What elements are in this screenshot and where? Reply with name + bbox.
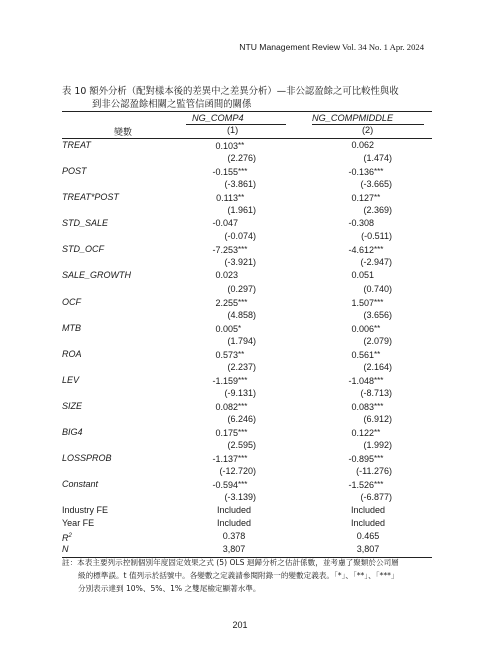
coefficient-value: 0.062	[351, 140, 374, 150]
model-1-t-statistic: (-12.720)	[219, 466, 256, 477]
model-2-coefficient	[348, 139, 392, 152]
t-statistic-row	[62, 283, 432, 296]
variable-label: LOSSPROB	[62, 453, 112, 464]
model-1-coefficient	[212, 426, 256, 440]
coefficient-row	[62, 165, 432, 178]
coefficient-value: 0.005	[215, 323, 238, 334]
coefficient-value: -1.137	[212, 454, 238, 465]
variable-label: BIG4	[62, 427, 83, 438]
t-statistic-row	[62, 256, 432, 269]
t-statistic-row	[62, 178, 432, 191]
significance-stars: ***	[238, 454, 248, 464]
r-squared-row	[62, 530, 432, 543]
coefficient-value: -1.526	[348, 480, 374, 491]
variable-header: 變數	[114, 128, 133, 138]
model-1-t-statistic: (-3.139)	[224, 492, 256, 503]
model-2-t-statistic: (3.656)	[363, 309, 392, 320]
variable-label: STD_OCF	[62, 244, 105, 255]
model-1-coefficient	[212, 348, 256, 362]
coefficient-value: -0.155	[212, 167, 238, 178]
t-statistic-row	[62, 491, 432, 504]
model-2-coefficient	[348, 348, 392, 362]
model-1-t-statistic: (2.276)	[227, 153, 256, 164]
significance-stars: ***	[238, 480, 248, 490]
model-2-observations: 3,807	[356, 544, 380, 555]
variable-label: Constant	[62, 479, 99, 490]
model-1-t-statistic: (2.595)	[227, 440, 256, 451]
model-1-t-statistic: (-0.074)	[224, 231, 256, 242]
variable-label: OCF	[62, 296, 81, 307]
observations-row	[62, 543, 432, 556]
significance-stars: ***	[374, 480, 384, 490]
coefficient-row	[62, 452, 432, 465]
significance-stars: ***	[238, 428, 248, 438]
fixed-effect-label: Year FE	[62, 518, 95, 529]
model-2-coefficient	[348, 374, 392, 388]
t-statistic-row	[62, 413, 432, 426]
variable-label: SALE_GROWTH	[62, 270, 132, 281]
model-1-column-number: (1)	[227, 125, 239, 135]
significance-stars: ***	[374, 375, 384, 385]
significance-stars: ***	[374, 401, 384, 411]
model-1-t-statistic: (1.794)	[227, 335, 256, 346]
model-2-coefficient	[348, 165, 392, 179]
coefficient-value: -0.308	[348, 218, 374, 229]
coefficient-row	[62, 139, 432, 152]
t-statistic-row	[62, 230, 432, 243]
significance-stars: ***	[238, 167, 248, 177]
model-2-coefficient	[348, 426, 392, 440]
variable-label: MTB	[62, 322, 81, 333]
variable-label: POST	[62, 166, 87, 177]
model-2-t-statistic: (0.740)	[363, 283, 392, 294]
model-1-t-statistic: (-9.131)	[224, 387, 256, 398]
coefficient-value: 0.103	[215, 141, 238, 151]
model-2-t-statistic: (1.474)	[363, 153, 392, 164]
model-1-t-statistic: (2.237)	[227, 361, 256, 372]
model-1-coefficient	[212, 217, 256, 230]
significance-stars: ***	[374, 167, 384, 177]
model-2-coefficient	[348, 243, 392, 257]
significance-stars: ***	[238, 297, 248, 307]
model-2-t-statistic: (6.912)	[363, 413, 392, 424]
coefficient-row	[62, 217, 432, 230]
model-1-t-statistic: (-3.861)	[224, 179, 256, 190]
t-statistic-row	[62, 465, 432, 478]
r-squared-symbol: R	[62, 533, 69, 544]
coefficient-value: -0.136	[348, 167, 374, 178]
t-statistic-row	[62, 309, 432, 322]
model-1-coefficient	[212, 452, 256, 466]
model-1-r-squared: 0.378	[222, 531, 246, 542]
coefficient-row	[62, 296, 432, 309]
running-head	[239, 42, 424, 52]
coefficient-value: -0.047	[212, 218, 238, 229]
table-note	[62, 556, 432, 595]
model-1-coefficient	[212, 269, 256, 282]
variable-label: ROA	[62, 348, 82, 359]
significance-stars: **	[238, 349, 245, 359]
significance-stars: **	[374, 349, 381, 359]
model-1-coefficient	[212, 400, 256, 414]
coefficient-value: -1.048	[348, 375, 374, 386]
caption-line-1: 表 10 額外分析（配對樣本後的差異中之差異分析）—非公認盈餘之可比較性與收	[62, 86, 399, 97]
t-statistic-row	[62, 361, 432, 374]
model-2-coefficient	[348, 191, 392, 205]
model-2-column-number: (2)	[362, 125, 374, 135]
model-1-coefficient	[212, 478, 256, 492]
significance-stars: **	[374, 193, 381, 203]
model-1-fixed-effect: Included	[216, 505, 252, 516]
model-2-fixed-effect: Included	[350, 505, 386, 516]
coefficient-value: -0.594	[212, 480, 238, 491]
coefficient-value: -7.253	[212, 245, 238, 256]
significance-stars: ***	[374, 245, 384, 255]
fixed-effect-label: Industry FE	[62, 505, 109, 516]
fixed-effect-row	[62, 517, 432, 530]
model-1-coefficient	[212, 139, 256, 153]
model-2-r-squared: 0.465	[356, 531, 380, 542]
variable-label: SIZE	[62, 400, 83, 411]
model-2-name: NG_COMPMIDDLE	[312, 113, 394, 123]
model-1-t-statistic: (4.858)	[227, 309, 256, 320]
note-line-1: 註：本表主要列示控制個別年度固定效果之式 (5) OLS 迴歸分析之估計係數，並考慮了聚類於公司層	[62, 558, 399, 567]
model-2-t-statistic: (-8.713)	[360, 387, 392, 398]
note-line-3: 分別表示達到 10%、5%、1% 之雙尾檢定顯著水準。	[78, 584, 261, 593]
coefficient-value: -1.159	[212, 375, 238, 386]
coefficient-row	[62, 243, 432, 256]
model-2-t-statistic: (-6.877)	[360, 492, 392, 503]
coefficient-value: 0.083	[351, 401, 374, 412]
t-statistic-row	[62, 152, 432, 165]
model-1-coefficient	[212, 322, 256, 336]
model-1-coefficient	[212, 374, 256, 388]
coefficient-value: 0.023	[215, 270, 238, 281]
model-2-coefficient	[348, 322, 392, 336]
model-2-t-statistic: (-11.276)	[356, 466, 392, 477]
model-1-coefficient	[212, 165, 256, 179]
fixed-effect-row	[62, 504, 432, 517]
model-2-t-statistic: (2.369)	[363, 205, 392, 216]
coefficient-value: 0.006	[351, 323, 374, 334]
model-1-fixed-effect: Included	[216, 518, 252, 529]
model-2-t-statistic: (2.079)	[363, 335, 392, 346]
model-1-coefficient	[212, 243, 256, 257]
significance-stars: ***	[374, 454, 384, 464]
t-statistic-row	[62, 439, 432, 452]
coefficient-value: 0.561	[351, 349, 374, 360]
coefficient-row	[62, 400, 432, 413]
model-2-coefficient	[348, 269, 392, 282]
coefficient-value: 0.573	[215, 349, 238, 360]
model-2-t-statistic: (-2.947)	[360, 257, 392, 268]
model-2-coefficient	[348, 452, 392, 466]
significance-stars: *	[238, 323, 242, 333]
model-2-coefficient	[348, 217, 392, 230]
model-1-t-statistic: (1.961)	[227, 205, 256, 216]
model-1-t-statistic: (-3.921)	[224, 257, 256, 268]
t-statistic-row	[62, 335, 432, 348]
coefficient-row	[62, 269, 432, 282]
model-1-coefficient	[212, 191, 256, 205]
coefficient-row	[62, 478, 432, 491]
model-2-t-statistic: (-0.511)	[361, 231, 392, 242]
journal-name: NTU Management Review	[239, 42, 341, 52]
model-1-t-statistic: (6.246)	[227, 413, 256, 424]
table-header	[62, 112, 432, 139]
significance-stars: **	[374, 428, 381, 438]
variable-label: TREAT	[62, 140, 91, 150]
significance-stars: ***	[238, 245, 248, 255]
table-body	[62, 139, 432, 557]
regression-table	[62, 111, 432, 558]
significance-stars: **	[374, 323, 381, 333]
model-2-t-statistic: (-3.665)	[360, 179, 392, 190]
model-2-coefficient	[348, 296, 392, 310]
coefficient-value: 0.082	[215, 401, 238, 412]
significance-stars: ***	[238, 401, 248, 411]
coefficient-value: 0.113	[216, 193, 238, 204]
coefficient-row	[62, 322, 432, 335]
variable-label: LEV	[62, 374, 80, 385]
coefficient-row	[62, 191, 432, 204]
table-caption	[62, 86, 432, 111]
model-2-t-statistic: (2.164)	[363, 361, 392, 372]
significance-stars: ***	[374, 297, 384, 307]
variable-label: STD_SALE	[62, 218, 109, 229]
significance-stars: ***	[238, 375, 248, 385]
coefficient-value: 2.255	[215, 297, 238, 308]
model-1-t-statistic: (0.297)	[227, 283, 256, 294]
coefficient-value: -4.612	[348, 245, 374, 256]
note-line-2: 級的標準誤。t 值列示於括號中。各變數之定義請參閱附錄一的變數定義表。「*」、「**」、「***」	[78, 571, 399, 580]
page-number: 201	[232, 620, 248, 630]
coefficient-value: 1.507	[351, 297, 374, 308]
coefficient-row	[62, 374, 432, 387]
caption-line-2: 到非公認盈餘相關之監管信函間的關係	[92, 98, 252, 110]
t-statistic-row	[62, 204, 432, 217]
model-2-coefficient	[348, 478, 392, 492]
coefficient-value: 0.127	[351, 193, 374, 204]
coefficient-value: 0.175	[215, 428, 238, 439]
issue-info: Vol. 34 No. 1 Apr. 2024	[342, 42, 424, 52]
coefficient-row	[62, 348, 432, 361]
model-2-coefficient	[348, 400, 392, 414]
model-2-t-statistic: (1.992)	[363, 440, 392, 451]
significance-stars: **	[238, 141, 245, 150]
significance-stars: **	[238, 193, 245, 203]
coefficient-value: 0.051	[351, 270, 374, 281]
coefficient-row	[62, 426, 432, 439]
variable-label: TREAT*POST	[62, 192, 119, 203]
model-2-fixed-effect: Included	[350, 518, 386, 529]
model-1-coefficient	[212, 296, 256, 310]
r-squared-superscript: 2	[68, 533, 72, 540]
observations-label: N	[62, 544, 69, 555]
model-1-name: NG_COMP4	[192, 113, 244, 123]
model-1-observations: 3,807	[222, 544, 246, 555]
coefficient-value: 0.122	[351, 428, 374, 439]
coefficient-value: -0.895	[348, 454, 374, 465]
t-statistic-row	[62, 387, 432, 400]
